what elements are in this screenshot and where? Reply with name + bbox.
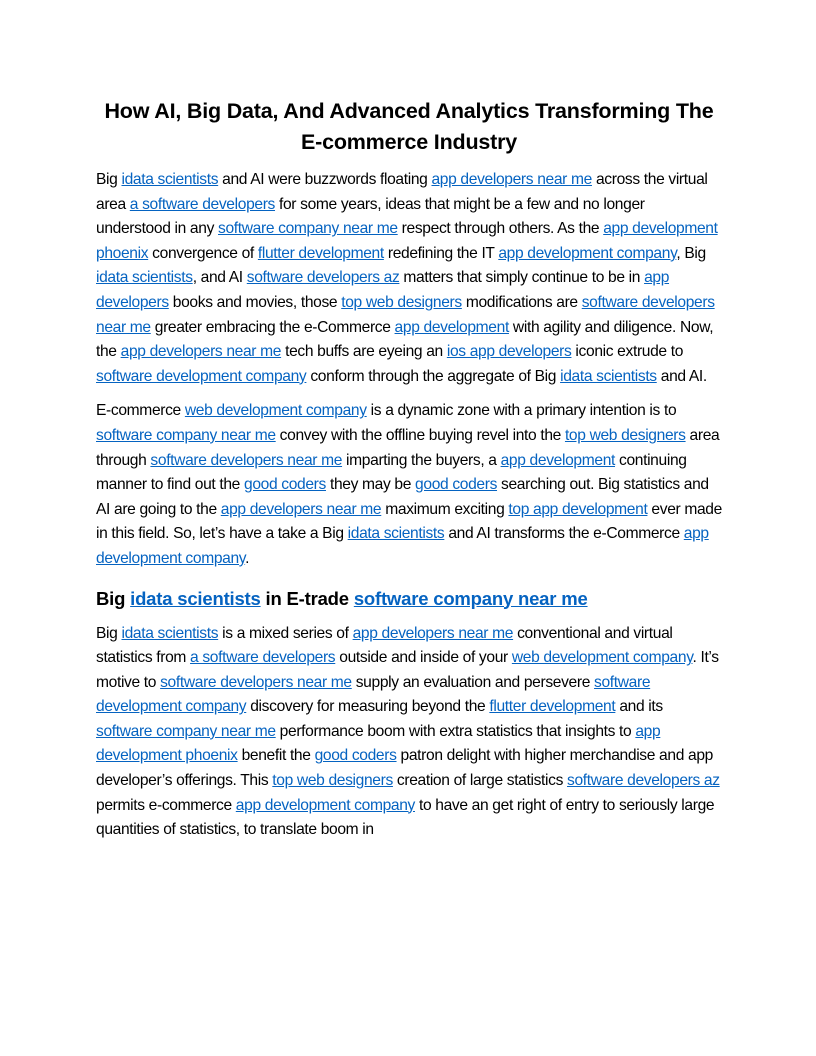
hyperlink[interactable]: app development phoenix — [96, 722, 661, 765]
text-run: redefining the IT — [383, 244, 499, 262]
text-run: to have an get right of entry to seriously large quantities of statistics, to translate boom in — [96, 796, 715, 839]
text-run: iconic extrude to — [571, 343, 684, 361]
text-run: and AI. — [656, 367, 707, 385]
hyperlink[interactable]: good coders — [244, 476, 326, 494]
text-run: books and movies, those — [168, 293, 342, 311]
hyperlink[interactable]: top web designers — [564, 426, 686, 444]
text-run: patron delight with higher merchandise and app developer’s offerings. This — [96, 747, 713, 790]
text-run: is a mixed series of — [218, 624, 353, 642]
text-run: maximum exciting — [381, 500, 509, 518]
text-run: , Big — [676, 244, 706, 262]
text-run: with agility and diligence. Now, the — [96, 318, 714, 361]
text-run: and AI were buzzwords floating — [218, 171, 432, 188]
hyperlink[interactable]: software developers az — [567, 772, 720, 790]
hyperlink[interactable]: idata scientists — [130, 587, 261, 609]
hyperlink[interactable]: web development company — [184, 402, 367, 420]
hyperlink[interactable]: software development company — [96, 673, 651, 716]
hyperlink[interactable]: app developers near me — [352, 624, 514, 642]
hyperlink[interactable]: good coders — [314, 747, 397, 765]
text-run: convergence of — [148, 244, 258, 262]
text-run: greater embracing the e-Commerce — [150, 318, 395, 336]
section-heading — [96, 586, 722, 612]
text-run: creation of large statistics — [392, 772, 568, 790]
text-run: imparting the buyers, a — [342, 451, 501, 469]
hyperlink[interactable]: software company near me — [96, 426, 276, 444]
text-run: Big — [96, 587, 131, 609]
hyperlink[interactable]: good coders — [415, 476, 498, 494]
text-run: across the virtual area — [96, 171, 708, 213]
hyperlink[interactable]: web development company — [511, 649, 693, 667]
text-run: modifications are — [461, 293, 582, 311]
hyperlink[interactable]: ios app developers — [446, 343, 572, 361]
text-run: Big — [96, 171, 122, 188]
text-run: for some years, ideas that might be a few and no longer understood in any — [96, 195, 645, 238]
document-title: How AI, Big Data, And Advanced Analytics Transforming The E-commerce Industry — [104, 99, 714, 154]
text-run: matters that simply continue to be in — [399, 269, 645, 287]
hyperlink[interactable]: flutter development — [257, 244, 384, 262]
hyperlink[interactable]: software company near me — [353, 587, 588, 609]
text-run: E-commerce — [96, 402, 185, 420]
text-run: supply an evaluation and persevere — [351, 673, 595, 691]
hyperlink[interactable]: software developers near me — [150, 451, 343, 469]
document-body — [96, 168, 722, 843]
hyperlink[interactable]: software developers near me — [160, 673, 352, 691]
hyperlink[interactable]: top web designers — [341, 293, 462, 311]
hyperlink[interactable]: idata scientists — [560, 367, 657, 385]
hyperlink[interactable]: app development company — [96, 525, 709, 567]
text-run: Big — [96, 624, 122, 642]
text-run: tech buffs are eyeing an — [281, 343, 447, 361]
hyperlink[interactable]: app developers near me — [431, 171, 592, 188]
text-run: they may be — [325, 476, 416, 494]
hyperlink[interactable]: top app development — [508, 500, 648, 518]
paragraph — [96, 399, 722, 571]
hyperlink[interactable]: software company near me — [218, 220, 398, 238]
hyperlink[interactable]: flutter development — [489, 698, 616, 716]
text-run: and its — [615, 698, 663, 716]
text-run: is a dynamic zone with a primary intention is to — [366, 402, 677, 420]
text-run: convey with the offline buying revel into the — [275, 426, 565, 444]
hyperlink[interactable]: app developers near me — [220, 500, 382, 518]
hyperlink[interactable]: app development — [500, 451, 616, 469]
hyperlink[interactable]: a software developers — [129, 195, 276, 213]
text-run: outside and inside of your — [335, 649, 512, 667]
hyperlink[interactable]: a software developers — [190, 649, 336, 667]
text-run: . It’s motive to — [96, 649, 719, 691]
hyperlink[interactable]: top web designers — [272, 772, 393, 790]
hyperlink[interactable]: software developers near me — [96, 293, 715, 336]
hyperlink[interactable]: app development company — [235, 796, 415, 814]
hyperlink[interactable]: idata scientists — [121, 171, 219, 188]
text-run: conform through the aggregate of Big — [306, 367, 561, 385]
hyperlink[interactable]: idata scientists — [96, 269, 193, 287]
hyperlink[interactable]: app development phoenix — [96, 220, 718, 262]
text-run: respect through others. As the — [397, 220, 604, 238]
text-run: and AI transforms the e-Commerce — [444, 525, 684, 543]
text-run: area through — [96, 426, 720, 469]
hyperlink[interactable]: app developers near me — [120, 343, 282, 361]
text-run: . — [245, 549, 250, 567]
hyperlink[interactable]: idata scientists — [347, 525, 445, 543]
hyperlink[interactable]: app development — [394, 318, 509, 336]
hyperlink[interactable]: software developers az — [246, 269, 400, 287]
text-run: permits e-commerce — [96, 796, 236, 814]
text-run: searching out. Big statistics and AI are going to the — [96, 476, 709, 518]
text-run: performance boom with extra statistics that insights to — [275, 722, 636, 740]
hyperlink[interactable]: app development company — [498, 244, 677, 262]
text-run: conventional and virtual statistics from — [96, 624, 673, 667]
text-run: benefit the — [237, 747, 315, 765]
hyperlink[interactable]: idata scientists — [121, 624, 219, 642]
text-run: , and AI — [192, 269, 247, 287]
paragraph — [96, 168, 722, 389]
hyperlink[interactable]: app developers — [96, 269, 670, 311]
text-run: continuing manner to find out the — [96, 451, 687, 494]
document-page — [96, 96, 722, 853]
text-run: in E-trade — [260, 587, 354, 609]
text-run: discovery for measuring beyond the — [246, 698, 490, 716]
hyperlink[interactable]: software development company — [96, 367, 307, 385]
text-run: ever made in this field. So, let’s have a take a Big — [96, 500, 722, 543]
hyperlink[interactable]: software company near me — [96, 722, 276, 740]
paragraph — [96, 622, 722, 843]
